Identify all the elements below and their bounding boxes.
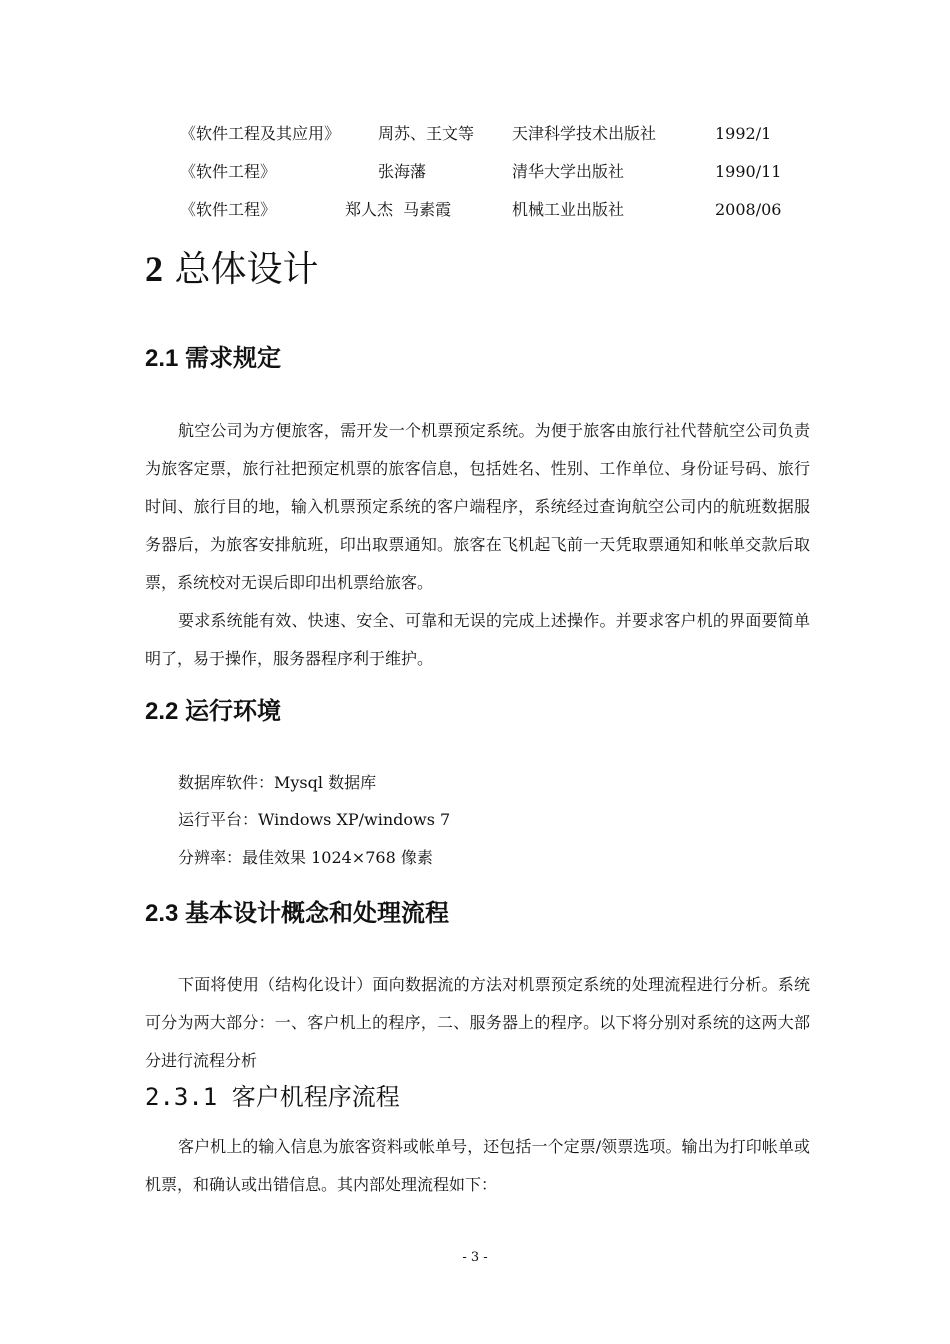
paragraph-design-concept: 下面将使用（结构化设计）面向数据流的方法对机票预定系统的处理流程进行分析。系统可分为两大部分：一、客户机上的程序，二、服务器上的程序。以下将分别对系统的这两大部分进行流程分析 [145,975,810,1070]
reference-date: 2008/06 [715,200,782,219]
paragraph-requirements: 航空公司为方便旅客，需开发一个机票预定系统。为便于旅客由旅行社代替航空公司负责为旅客定票，旅行社把预定机票的旅客信息，包括姓名、性别、工作单位、身份证号码、旅行时间、旅行目的地，输入机票预定系统的客户端程序，系统经过查询航空公司内的航班数据服务器后，为旅客安排航班，印出取票通知。旅客在飞机起飞前一天凭取票通知和帐单交款后取票，系统校对无误后即印出机票给旅客。 [145,421,810,592]
reference-date: 1992/1 [715,124,772,143]
reference-title: 《软件工程及其应用》 [180,124,341,143]
reference-author: 郑人杰 马素霞 [345,200,452,219]
reference-publisher: 清华大学出版社 [512,162,625,181]
reference-author: 张海藩 [378,162,427,181]
page-number: - 3 - [462,1250,488,1265]
reference-publisher: 天津科学技术出版社 [512,124,657,143]
chapter-heading [145,245,318,294]
reference-row [180,198,820,236]
reference-publisher: 机械工业出版社 [512,200,625,219]
reference-date: 1990/11 [715,162,782,181]
environment-platform: 运行平台：Windows XP/windows 7 [178,810,451,829]
section-heading-2-3: 2.3 基本设计概念和处理流程 [145,900,450,927]
chapter-number: 2 [145,249,163,289]
paragraph-client-flow: 客户机上的输入信息为旅客资料或帐单号，还包括一个定票/领票选项。输出为打印帐单或机票，和确认或出错信息。其内部处理流程如下： [145,1137,810,1194]
environment-database: 数据库软件：Mysql 数据库 [178,773,377,792]
environment-resolution: 分辨率：最佳效果 1024×768 像素 [178,848,433,867]
reference-title: 《软件工程》 [180,200,277,219]
reference-row [180,122,820,160]
chapter-title: 总体设计 [174,249,319,290]
reference-row [180,160,820,198]
reference-title: 《软件工程》 [180,162,277,181]
reference-author: 周苏、王文等 [378,124,475,143]
subsection-heading-2-3-1: 2.3.1 客户机程序流程 [145,1083,400,1111]
reference-list [180,122,820,236]
section-heading-2-1: 2.1 需求规定 [145,345,282,372]
section-heading-2-2: 2.2 运行环境 [145,698,282,725]
paragraph-requirements-goals: 要求系统能有效、快速、安全、可靠和无误的完成上述操作。并要求客户机的界面要简单明了，易于操作，服务器程序利于维护。 [145,611,810,668]
